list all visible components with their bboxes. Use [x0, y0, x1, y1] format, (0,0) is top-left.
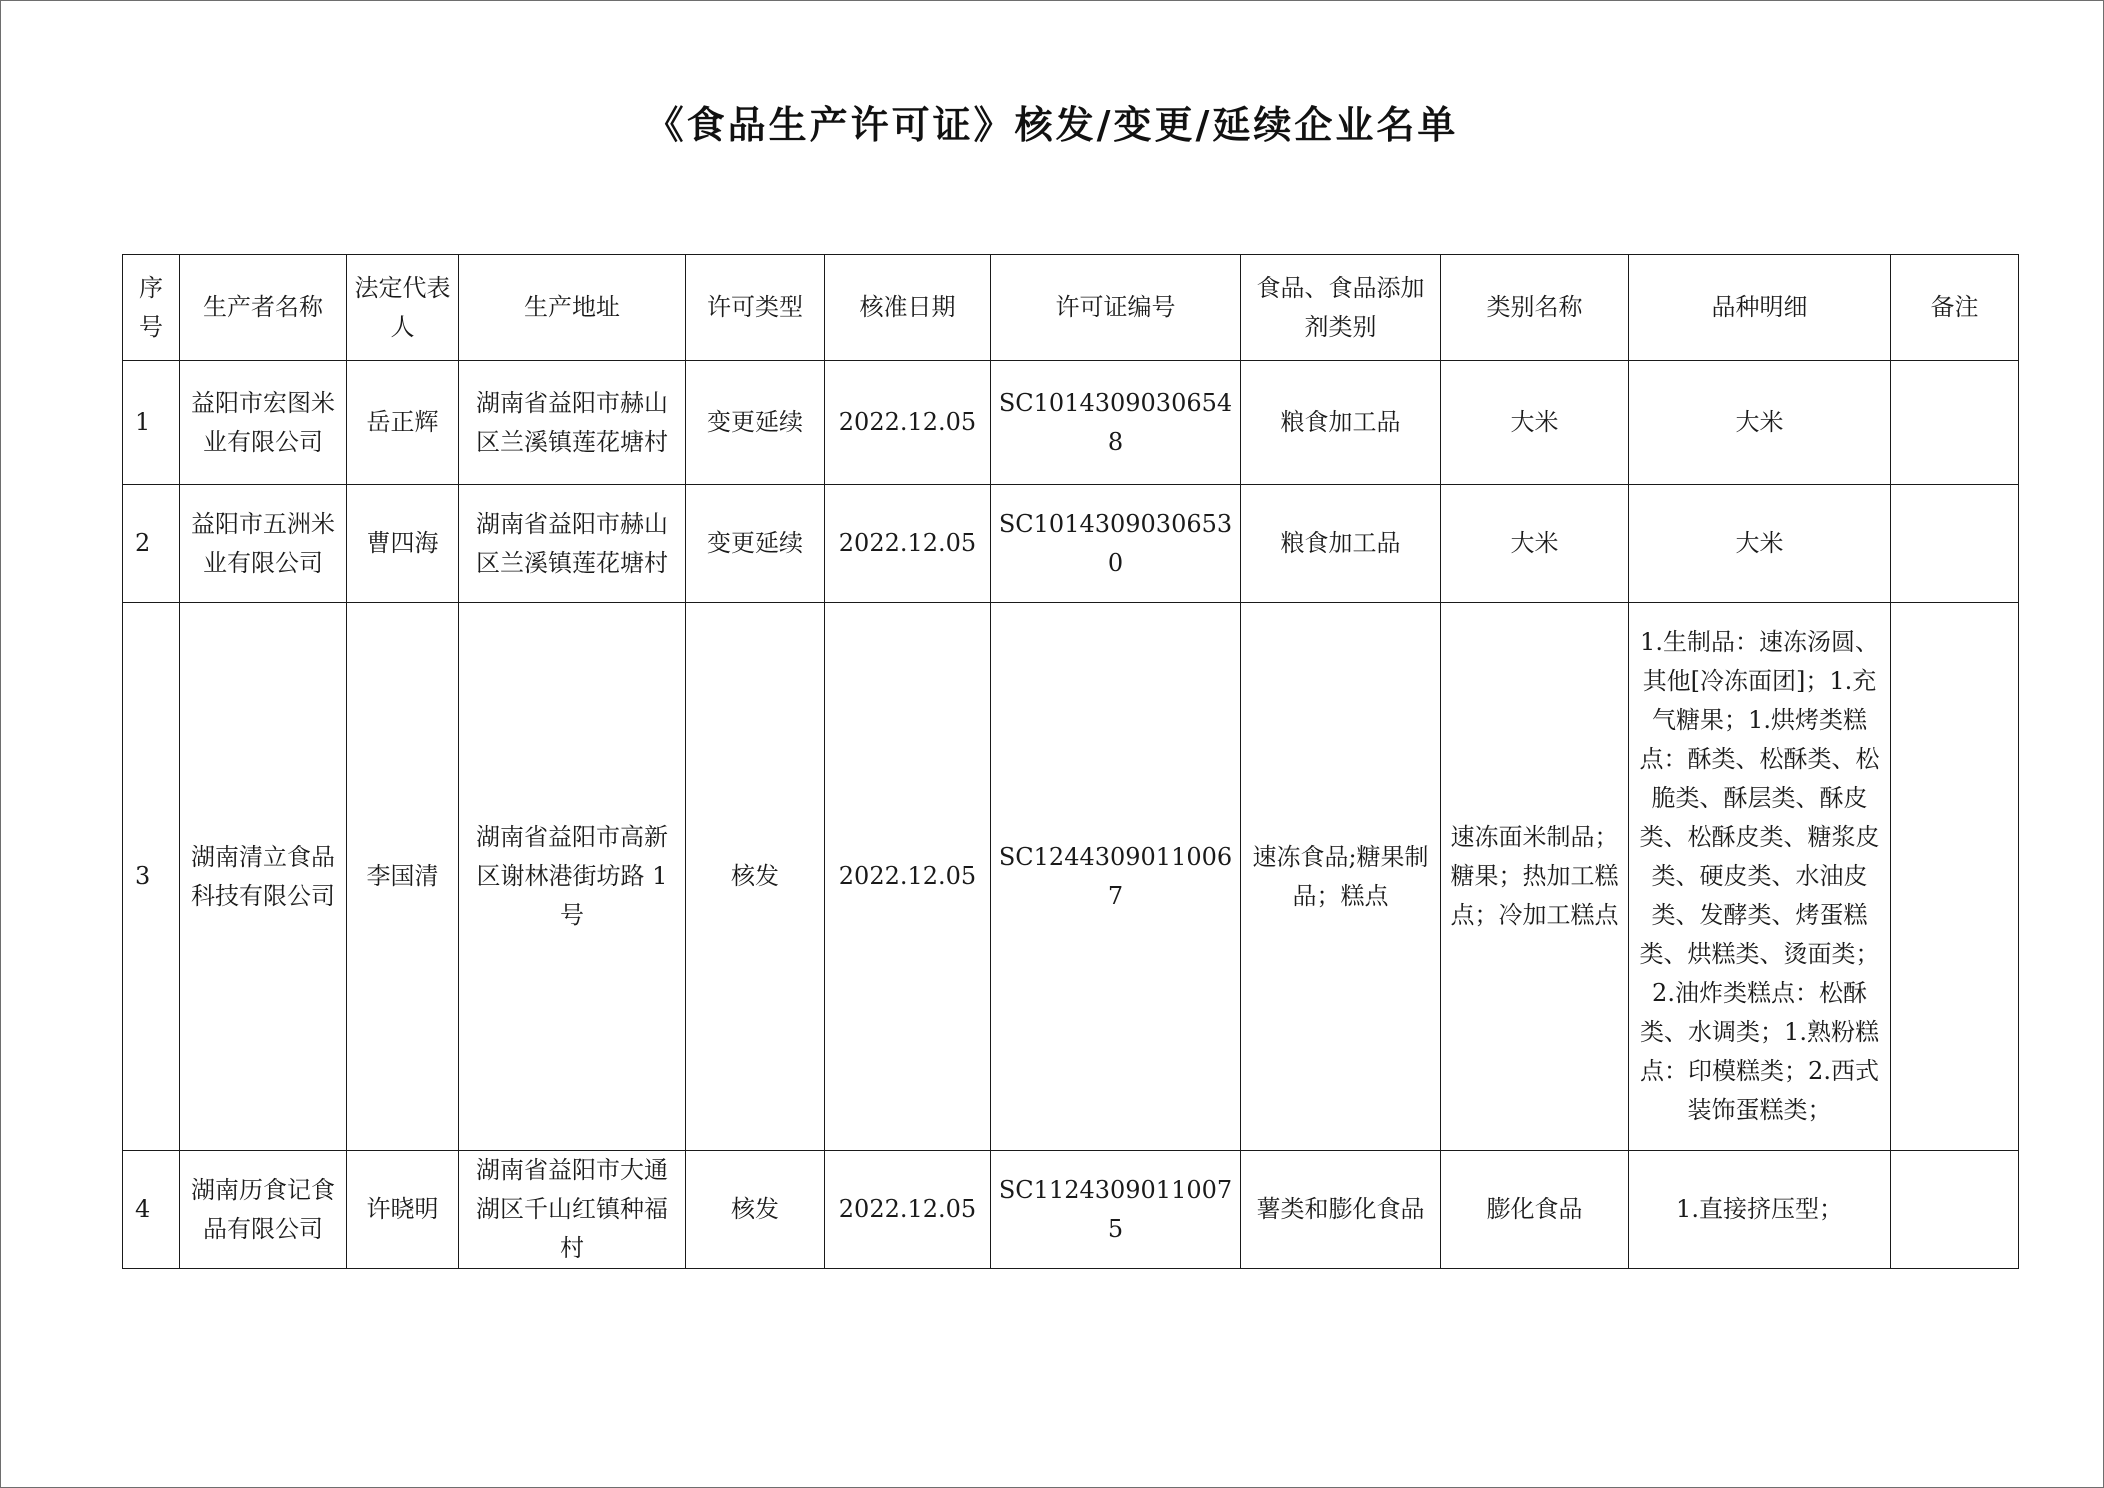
- table-row: [123, 485, 2019, 603]
- cell-producer: 益阳市五洲米业有限公司: [180, 485, 347, 603]
- header-category-name: 类别名称: [1441, 255, 1629, 361]
- cell-category-name: 速冻面米制品；糖果；热加工糕点；冷加工糕点: [1441, 603, 1629, 1151]
- cell-address: 湖南省益阳市赫山区兰溪镇莲花塘村: [459, 361, 686, 485]
- cell-variety-detail: 大米: [1629, 361, 1891, 485]
- cell-approval-date: 2022.12.05: [825, 361, 991, 485]
- header-variety-detail: 品种明细: [1629, 255, 1891, 361]
- cell-approval-date: 2022.12.05: [825, 485, 991, 603]
- cell-license-type: 核发: [686, 603, 825, 1151]
- cell-license-no: SC10143090306530: [991, 485, 1241, 603]
- table-header-row: [123, 255, 2019, 361]
- cell-approval-date: 2022.12.05: [825, 1151, 991, 1269]
- cell-variety-detail: 大米: [1629, 485, 1891, 603]
- header-legal-rep: 法定代表人: [347, 255, 459, 361]
- cell-approval-date: 2022.12.05: [825, 603, 991, 1151]
- header-address: 生产地址: [459, 255, 686, 361]
- cell-license-type: 变更延续: [686, 485, 825, 603]
- table-row: [123, 1151, 2019, 1269]
- cell-category-name: 膨化食品: [1441, 1151, 1629, 1269]
- cell-remarks: [1891, 485, 2019, 603]
- cell-variety-detail: 1.生制品：速冻汤圆、其他[冷冻面团]；1.充气糖果；1.烘烤类糕点：酥类、松酥类、松脆类、酥层类、酥皮类、松酥皮类、糖浆皮类、硬皮类、水油皮类、发酵类、烤蛋糕类、烘糕类、烫面类；2.油炸类糕点：松酥类、水调类；1.熟粉糕点：印模糕类；2.西式装饰蛋糕类；: [1629, 603, 1891, 1151]
- header-seq: 序号: [123, 255, 180, 361]
- cell-remarks: [1891, 603, 2019, 1151]
- header-license-no: 许可证编号: [991, 255, 1241, 361]
- cell-address: 湖南省益阳市大通湖区千山红镇种福村: [459, 1151, 686, 1269]
- cell-variety-detail: 1.直接挤压型；: [1629, 1151, 1891, 1269]
- cell-category-name: 大米: [1441, 485, 1629, 603]
- cell-legal-rep: 曹四海: [347, 485, 459, 603]
- table-row: [123, 603, 2019, 1151]
- cell-remarks: [1891, 1151, 2019, 1269]
- header-producer: 生产者名称: [180, 255, 347, 361]
- cell-food-category: 速冻食品;糖果制品；糕点: [1241, 603, 1441, 1151]
- cell-seq: 1: [123, 361, 180, 485]
- cell-category-name: 大米: [1441, 361, 1629, 485]
- licence-table: [122, 254, 2019, 1269]
- cell-seq: 2: [123, 485, 180, 603]
- cell-license-no: SC11243090110075: [991, 1151, 1241, 1269]
- header-license-type: 许可类型: [686, 255, 825, 361]
- cell-address: 湖南省益阳市高新区谢林港街坊路 1 号: [459, 603, 686, 1151]
- cell-remarks: [1891, 361, 2019, 485]
- cell-producer: 益阳市宏图米业有限公司: [180, 361, 347, 485]
- table-row: [123, 361, 2019, 485]
- cell-seq: 4: [123, 1151, 180, 1269]
- cell-legal-rep: 李国清: [347, 603, 459, 1151]
- cell-producer: 湖南历食记食品有限公司: [180, 1151, 347, 1269]
- cell-food-category: 粮食加工品: [1241, 485, 1441, 603]
- document-title: 《食品生产许可证》核发/变更/延续企业名单: [645, 103, 1459, 147]
- cell-food-category: 薯类和膨化食品: [1241, 1151, 1441, 1269]
- cell-license-no: SC12443090110067: [991, 603, 1241, 1151]
- cell-license-type: 变更延续: [686, 361, 825, 485]
- cell-license-no: SC10143090306548: [991, 361, 1241, 485]
- cell-food-category: 粮食加工品: [1241, 361, 1441, 485]
- cell-producer: 湖南清立食品科技有限公司: [180, 603, 347, 1151]
- cell-license-type: 核发: [686, 1151, 825, 1269]
- header-approval-date: 核准日期: [825, 255, 991, 361]
- cell-address: 湖南省益阳市赫山区兰溪镇莲花塘村: [459, 485, 686, 603]
- header-remarks: 备注: [1891, 255, 2019, 361]
- cell-legal-rep: 岳正辉: [347, 361, 459, 485]
- cell-seq: 3: [123, 603, 180, 1151]
- cell-legal-rep: 许晓明: [347, 1151, 459, 1269]
- header-food-category: 食品、食品添加剂类别: [1241, 255, 1441, 361]
